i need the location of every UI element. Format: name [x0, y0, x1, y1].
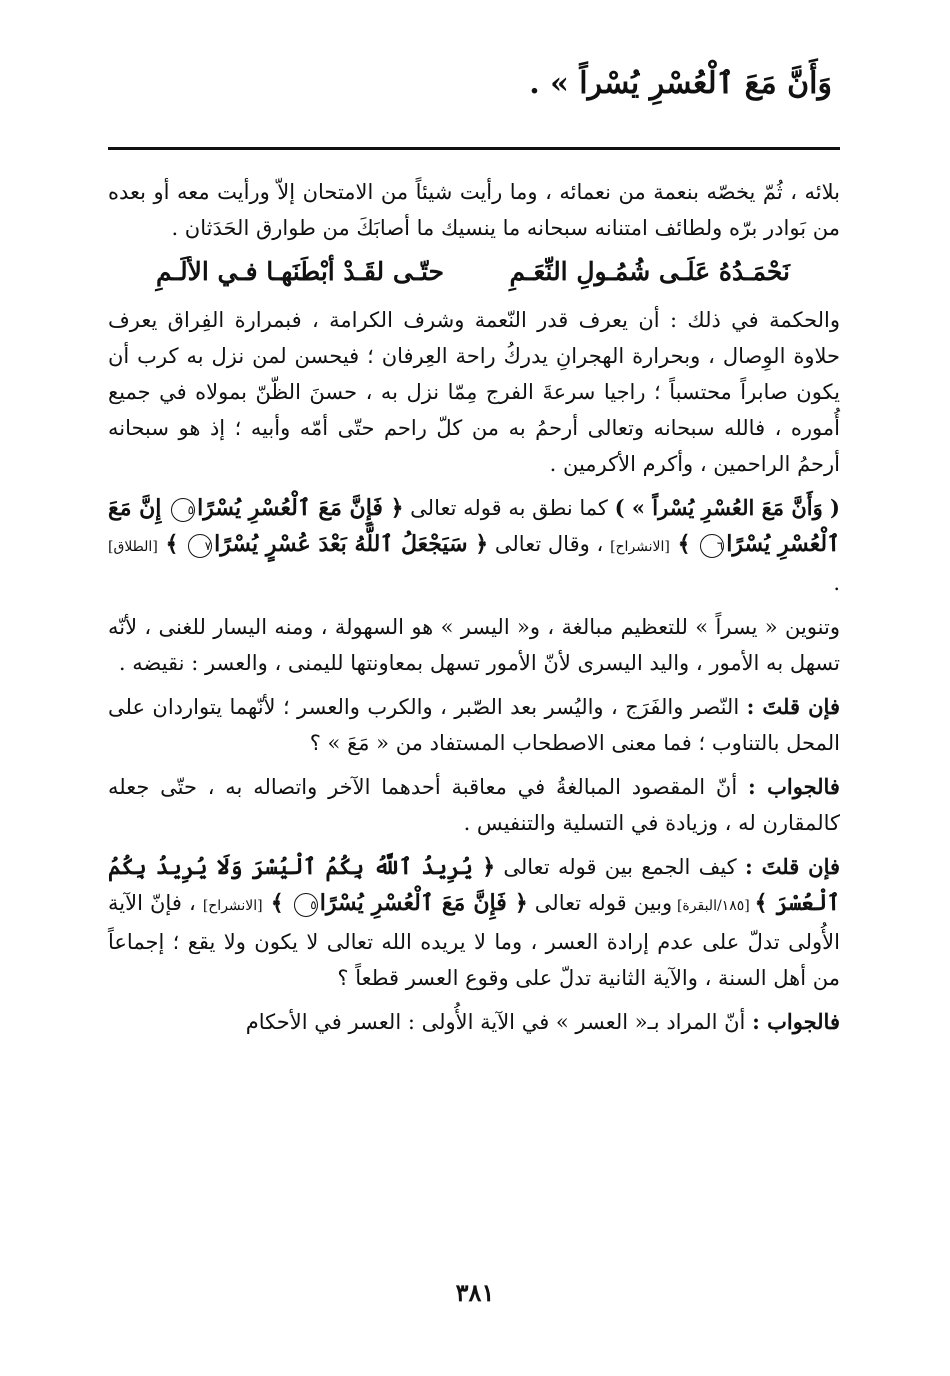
question-lead: فإن قلتَ :	[744, 854, 841, 879]
paragraph-8-text: أنّ المراد بـ« العسر » في الآية الأُولى : العسر في الأحكام	[245, 1010, 753, 1034]
paragraph-3-text-a: كما نطق به قوله تعالى	[403, 496, 615, 520]
poem-hemistich-right: نَحْمَـدُهُ عَلَـى شُمُـولِ النِّعَـمِ	[509, 257, 790, 286]
paragraph-7-text-c: ، فإنّ الآية الأُولى تدلّ على عدم إرادة العسر ، وما لا يريده الله تعالى لا يكون ولا يقع ؛ إجماعاً من أهل السنة ، والآية الثانية تدلّ على وقوع العسر قطعاً ؟	[108, 891, 840, 990]
paragraph-3-end: .	[833, 571, 840, 595]
quran-quote-e: ﴿ فَإِنَّ مَعَ ٱلْعُسْرِ يُسْرًا	[319, 890, 528, 916]
paragraph-6-text: أنّ المقصود المبالغةُ في معاقبة أحدهما الآخر واتصاله به ، حتّى جعله كالمقارن له ، وزيادة في التسلية والتنفيس .	[108, 775, 840, 835]
verse-number-mark: ٧	[188, 534, 212, 558]
paragraph-5-text: النّصر والفَرَج ، واليُسر بعد الصّبر ، والكرب والعسر ؛ لأنّهما يتواردان على المحل بالتناوب ؛ فما معنى الاصطحاب المستفاد من « مَعَ » ؟	[108, 695, 840, 755]
paragraph-7-text-b: وبين قوله تعالى	[527, 891, 673, 915]
verse-number-mark: ٥	[171, 498, 195, 522]
paragraph-6	[108, 769, 840, 841]
paragraph-3-text-b: ، وقال تعالى	[488, 532, 611, 556]
running-header: وَأَنَّ مَعَ ٱلْعُسْرِ يُسْراً » .	[529, 66, 832, 101]
quran-quote-a: ﴿ فَإِنَّ مَعَ ٱلْعُسْرِ يُسْرًا	[197, 495, 404, 521]
paragraph-5	[108, 689, 840, 761]
paragraph-7	[108, 849, 840, 996]
paragraph-3-lead: ( وَأَنَّ مَعَ العُسْرِ يُسْراً » )	[614, 495, 840, 520]
surah-reference: [الانشراح]	[610, 539, 670, 555]
quran-close-c: ﴾	[262, 890, 292, 916]
poem-hemistich-left: حتّـى لقَـدْ أبْطَنَهـا فـي الألَـمِ	[156, 257, 445, 286]
surah-reference: [الطلاق]	[108, 539, 158, 555]
paragraph-1: بلائه ، ثُمّ يخصّه بنعمة من نعمائه ، وما رأيت شيئاً من الامتحان إلاّ ورأيت معه أو بعده من بَوادر برّه ولطائف امتنانه سبحانه ما ينسيك ما أصابَكَ من طوارق الحَدَثان .	[108, 180, 840, 240]
poem-verse	[108, 250, 840, 294]
quran-quote-c: ﴿ سَيَجْعَلُ ٱللَّهُ بَعْدَ عُسْرٍ يُسْرًا	[214, 531, 489, 557]
verse-number-mark: ٥	[294, 893, 318, 917]
paragraph-7-text-a: كيف الجمع بين قوله تعالى	[495, 855, 745, 879]
answer-lead: فالجواب :	[747, 774, 840, 799]
paragraph-3	[108, 490, 840, 601]
surah-reference: [١٨٥/البقرة]	[672, 898, 755, 914]
surah-reference: [الانشراح]	[202, 898, 263, 914]
paragraph-8	[108, 1004, 840, 1040]
paragraph-2: والحكمة في ذلك : أن يعرف قدر النّعمة وشرف الكرامة ، فبمرارة الفِراق يعرف حلاوة الوِصال ، وبحرارة الهجرانِ يدركُ راحة العِرفان ؛ فيحسن لمن نزل به كرب أن يكون صابراً محتسباً ؛ راجيا سرعةَ الفرج مِمّا نزل به ، حسنَ الظّنّ بمولاه في جميع أُموره ، فالله سبحانه وتعالى أرحمُ به من كلّ راحم حتّى أمّه وأبيه ؛ إذ هو سبحانه أرحمُ الراحمين ، وأكرم الأكرمين .	[108, 308, 840, 476]
page-body	[108, 170, 840, 1040]
answer-lead: فالجواب :	[752, 1009, 840, 1034]
quran-quote-d: ﴿ يُرِيدُ ٱللَّهُ بِكُمُ ٱلْيُسْرَ وَلَا يُرِيدُ بِكُمُ ٱلْعُسْرَ ﴾	[108, 854, 840, 916]
page-number: ٣٨١	[455, 1278, 495, 1307]
question-lead: فإن قلتَ :	[746, 694, 840, 719]
header-rule	[108, 147, 840, 150]
verse-number-mark: ٦	[700, 534, 724, 558]
quran-close-a: ﴾	[669, 531, 699, 557]
quran-close-b: ﴾	[157, 531, 187, 557]
quran-quote-b: إِنَّ مَعَ ٱلْعُسْرِ يُسْرًا	[108, 495, 840, 557]
paragraph-4: وتنوين « يسراً » للتعظيم مبالغة ، و« اليسر » هو السهولة ، ومنه اليسار للغنى ، لأنّه تسهل به الأمور ، واليد اليسرى لأنّ الأمور تسهل بمعاونتها لليمنى ، والعسر : نقيضه .	[108, 615, 840, 675]
